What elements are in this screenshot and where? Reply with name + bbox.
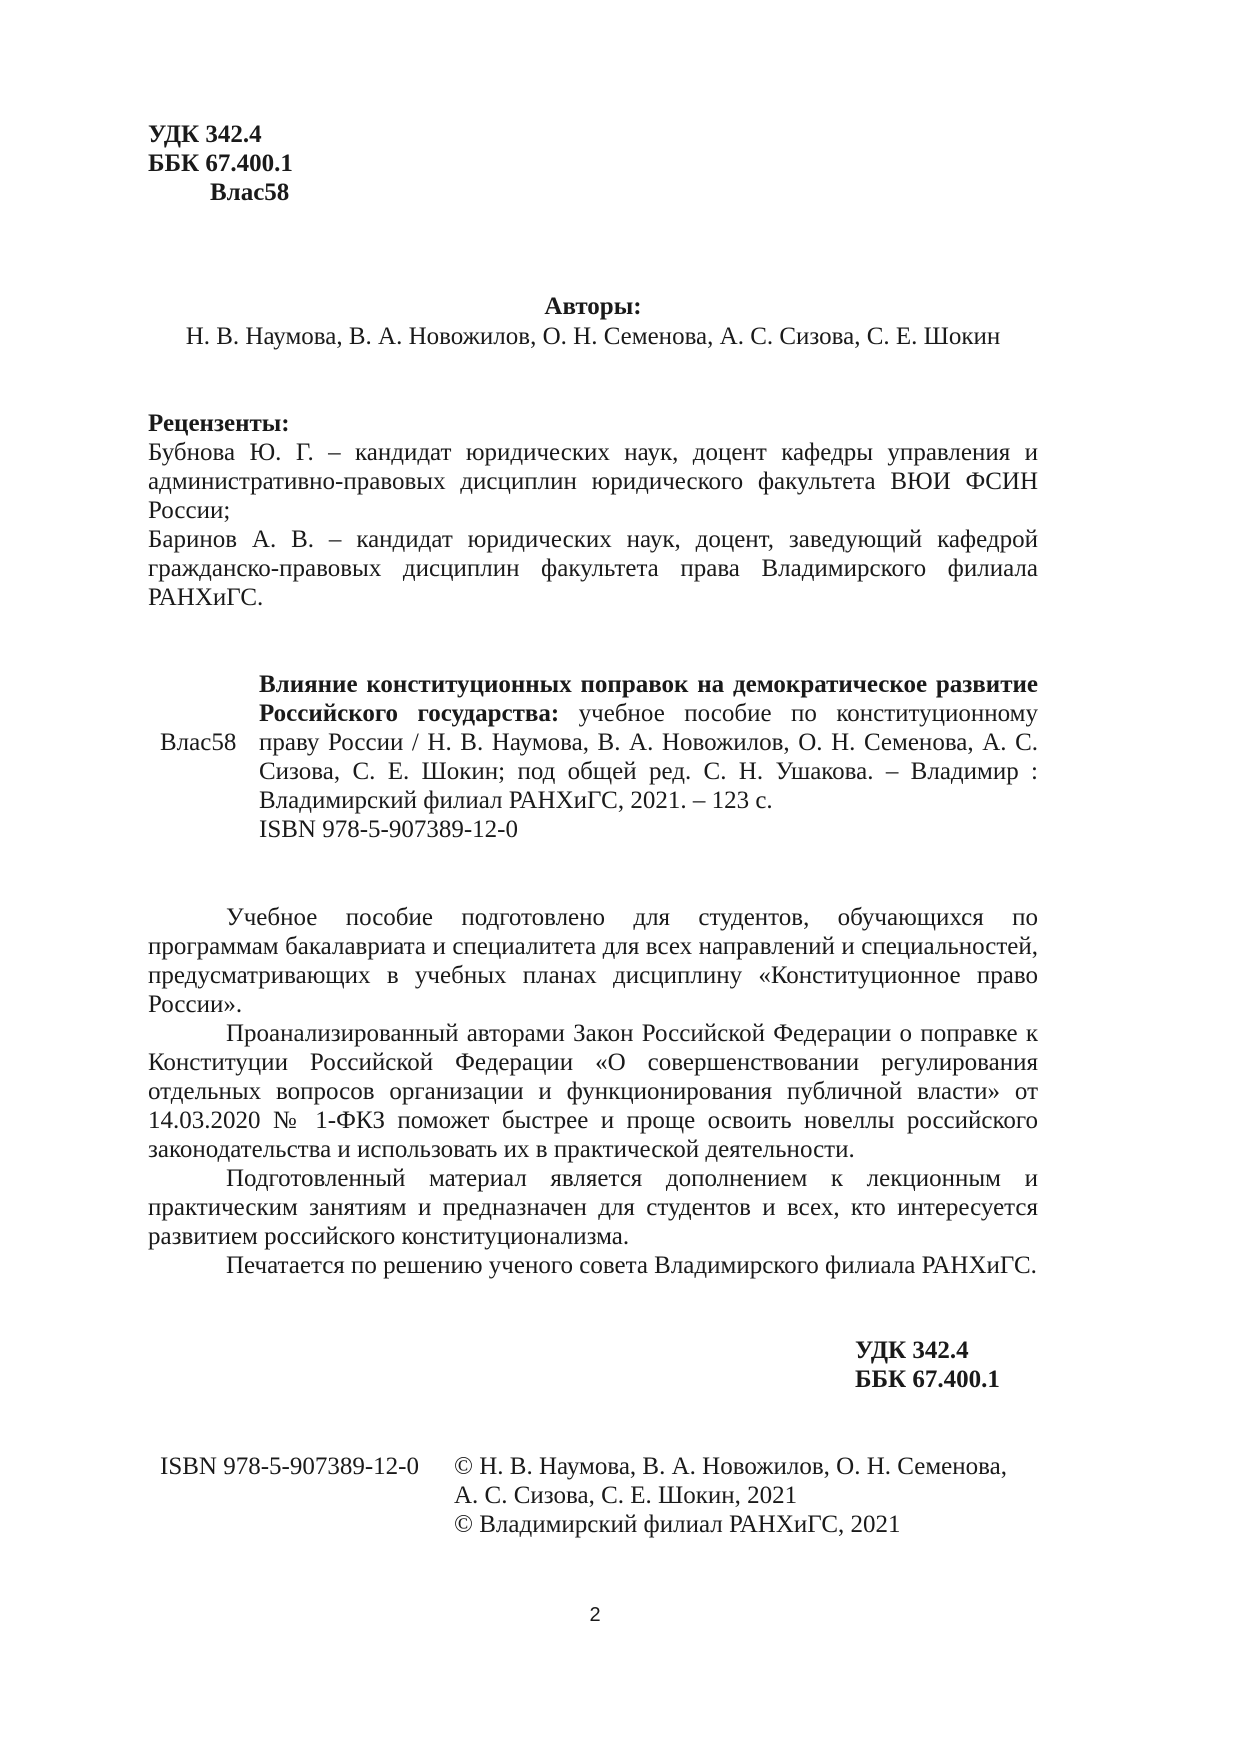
page-number: 2: [589, 1604, 601, 1626]
bibliographic-record: [259, 670, 1038, 815]
copyright-line: © Владимирский филиал РАНХиГС, 2021: [454, 1511, 901, 1538]
book-description: учебное пособие по конституционному праву России / Н. В. Наумова, В. А. Новожилов, О. Н. Семенова, А. С. Сизова, С. Е. Шокин; под общей ред. С. Н. Ушакова. – Владимир : Владимирский филиал РАНХиГС, 2021. – 123 с.: [259, 700, 1039, 814]
annotation-paragraph: Учебное пособие подготовлено для студентов, обучающихся по программам бакалавриата и специалитета для всех направлений и специальностей, предусматривающих в учебных планах дисциплину «Конституционное право России».: [148, 904, 1038, 1018]
bbk-code: ББК 67.400.1: [148, 150, 293, 177]
bbk-code-bottom: ББК 67.400.1: [855, 1366, 1000, 1393]
copyright-block: [454, 1452, 1007, 1539]
authors-names: Н. В. Наумова, В. А. Новожилов, О. Н. Семенова, А. С. Сизова, С. Е. Шокин: [185, 323, 1001, 350]
reviewer-item-2: Баринов А. В. – кандидат юридических наук, доцент, заведующий кафедрой гражданско-правовых дисциплин факультета права Владимирского филиала РАНХиГС.: [148, 526, 1038, 611]
copyright-isbn: ISBN 978-5-907389-12-0: [160, 1453, 420, 1480]
udk-code: УДК 342.4: [148, 121, 262, 148]
annotation-paragraph: Печатается по решению ученого совета Владимирского филиала РАНХиГС.: [226, 1252, 1037, 1279]
annotation-paragraph: Проанализированный авторами Закон Российской Федерации о поправке к Конституции Российской Федерации «О совершенствовании регулирования отдельных вопросов организации и функционирования публичной власти» от 14.03.2020 № 1-ФКЗ поможет быстрее и проще освоить новеллы российского законодательства и использовать их в практической деятельности.: [148, 1020, 1038, 1163]
copyright-line: © Н. В. Наумова, В. А. Новожилов, О. Н. Семенова,: [454, 1453, 1007, 1480]
bibliographic-code: Влас58: [160, 729, 237, 756]
bibliographic-isbn: ISBN 978-5-907389-12-0: [259, 816, 519, 843]
authors-heading: Авторы:: [544, 293, 642, 320]
reviewer-item-1: Бубнова Ю. Г. – кандидат юридических наук, доцент кафедры управления и административно-правовых дисциплин юридического факультета ВЮИ ФСИН России;: [148, 439, 1038, 524]
author-mark: Влас58: [210, 179, 290, 206]
classification-bottom: [855, 1336, 1000, 1394]
copyright-line: А. С. Сизова, С. Е. Шокин, 2021: [454, 1482, 798, 1509]
classification-block: [148, 120, 293, 207]
annotation: [148, 903, 1038, 1280]
book-title: Влияние конституционных поправок на демократическое развитие Российского государства:: [259, 671, 1038, 727]
annotation-paragraph: Подготовленный материал является дополнением к лекционным и практическим занятиям и предназначен для студентов и всех, кто интересуется развитием российского конституционализма.: [148, 1165, 1038, 1250]
reviewers-heading: Рецензенты:: [148, 410, 290, 437]
udk-code-bottom: УДК 342.4: [855, 1337, 969, 1364]
